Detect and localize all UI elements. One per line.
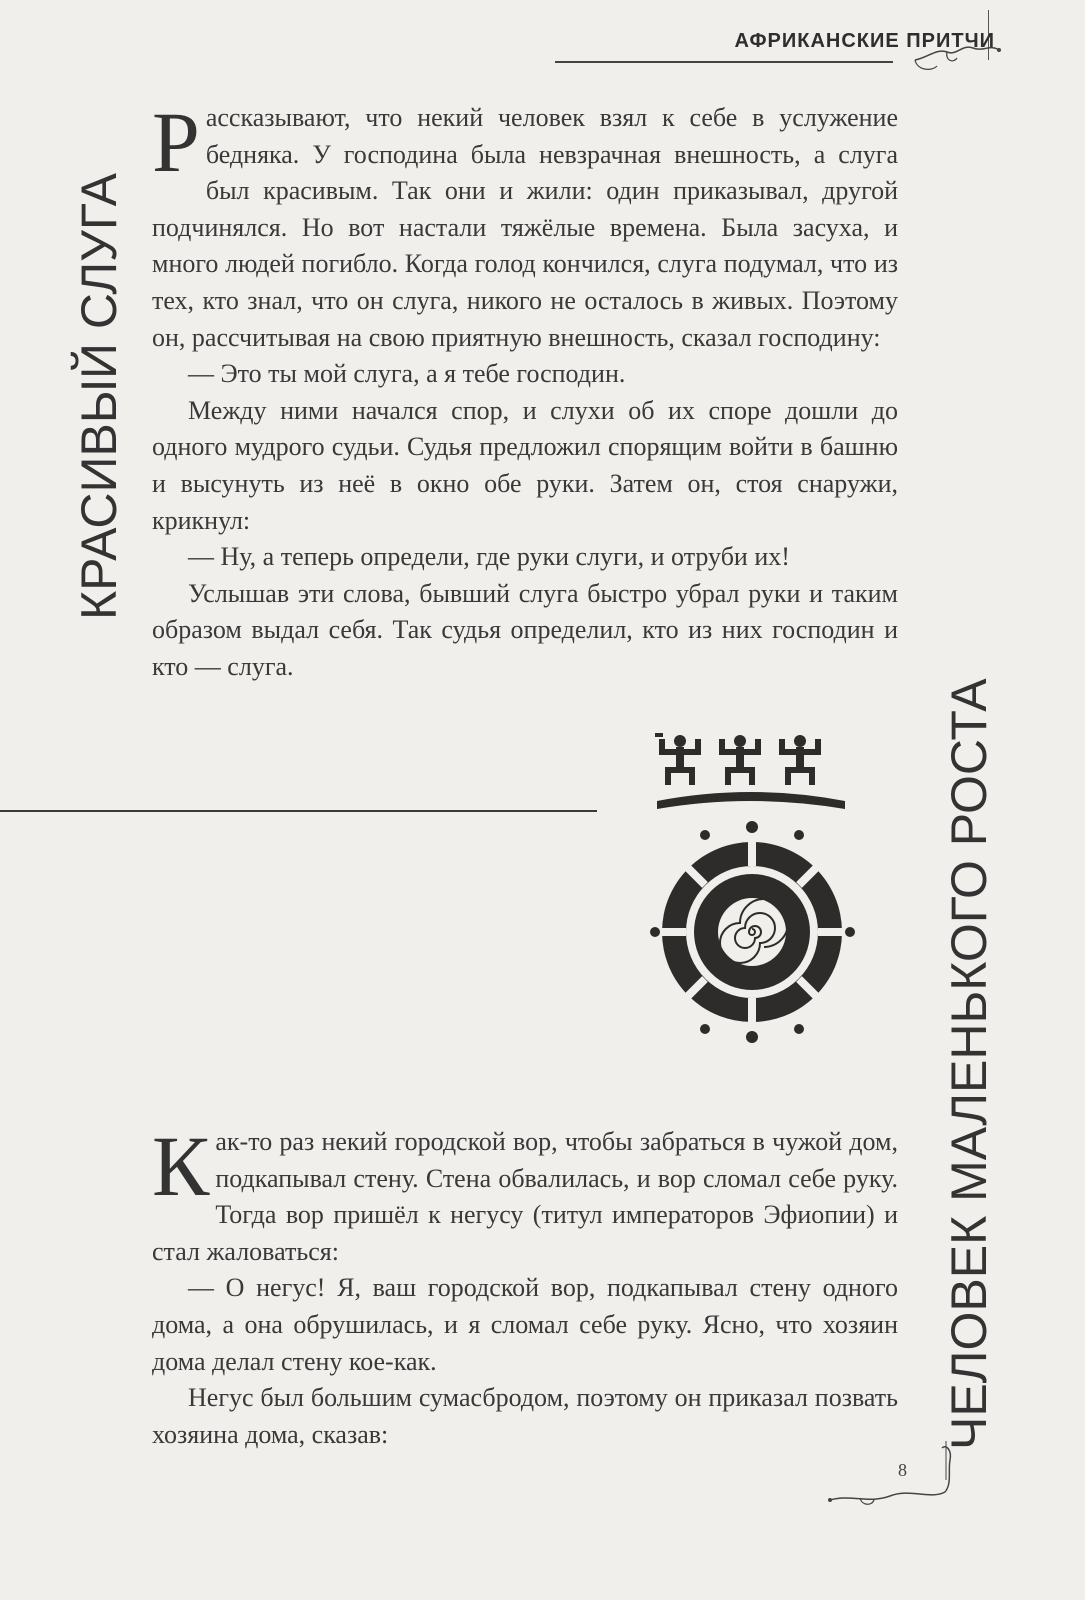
paragraph: — О негус! Я, ваш городской вор, подкапывал стену одного дома, а она обрушилась, и я сломал себе руку. Ясно, что хозяин дома делал стену кое-как. xyxy=(152,1273,898,1376)
dancing-figures-icon xyxy=(655,733,845,809)
story-2-text xyxy=(152,1118,898,1453)
section-divider xyxy=(0,810,597,812)
paragraph: Рассказывают, что некий человек взял к себе в услужение бедняка. У господина была невзрачная внешность, а слуга был красивым. Так они и жили: один приказывал, другой подчинялся. Но вот настали тяжёлые времена. Была засуха, и много людей погибло. Когда голод кончился, слуга подумал, что из тех, кто знал, что он слуга, никого не осталось в живых. Поэтому он, рассчитывая на свою приятную внешность, сказал господину: xyxy=(152,94,898,352)
paragraph: Между ними начался спор, и слухи об их споре дошли до одного мудрого судьи. Судья предложил спорящим войти в башню и высунуть из неё в окно обе руки. Затем он, стоя снаружи, крикнул: xyxy=(152,395,898,535)
african-emblem xyxy=(645,725,860,1045)
footer-ornament-icon xyxy=(820,1440,970,1510)
sun-spiral-emblem-icon xyxy=(650,821,855,1043)
running-header: АФРИКАНСКИЕ ПРИТЧИ xyxy=(734,30,995,52)
paragraph: — Это ты мой слуга, а я тебе господин. xyxy=(188,359,626,389)
story-1-text xyxy=(152,94,898,686)
header-underline xyxy=(555,61,893,63)
page-number: 8 xyxy=(898,1460,907,1480)
story-title-beautiful-servant: КРАСИВЫЙ СЛУГА xyxy=(71,173,127,620)
paragraph: Негус был большим сумасбродом, поэтому он приказал позвать хозяина дома, сказав: xyxy=(152,1383,898,1449)
paragraph: Как-то раз некий городской вор, чтобы забраться в чужой дом, подкапывал стену. Стена обвалилась, и вор сломал себе руку. Тогда вор пришёл к негусу (титул императоров Эфиопии) и стал жаловаться: xyxy=(152,1118,898,1266)
paragraph: Услышав эти слова, бывший слуга быстро убрал руки и таким образом выдал себя. Так судья определил, кто из них господин и кто — слуга. xyxy=(152,578,898,681)
drop-cap: Р xyxy=(152,94,200,190)
story-title-small-man: ЧЕЛОВЕК МАЛЕНЬКОГО РОСТА xyxy=(941,678,997,1450)
drop-cap: К xyxy=(152,1118,210,1214)
header-ornament-icon xyxy=(907,18,1007,78)
paragraph: — Ну, а теперь определи, где руки слуги, и отруби их! xyxy=(188,542,790,572)
